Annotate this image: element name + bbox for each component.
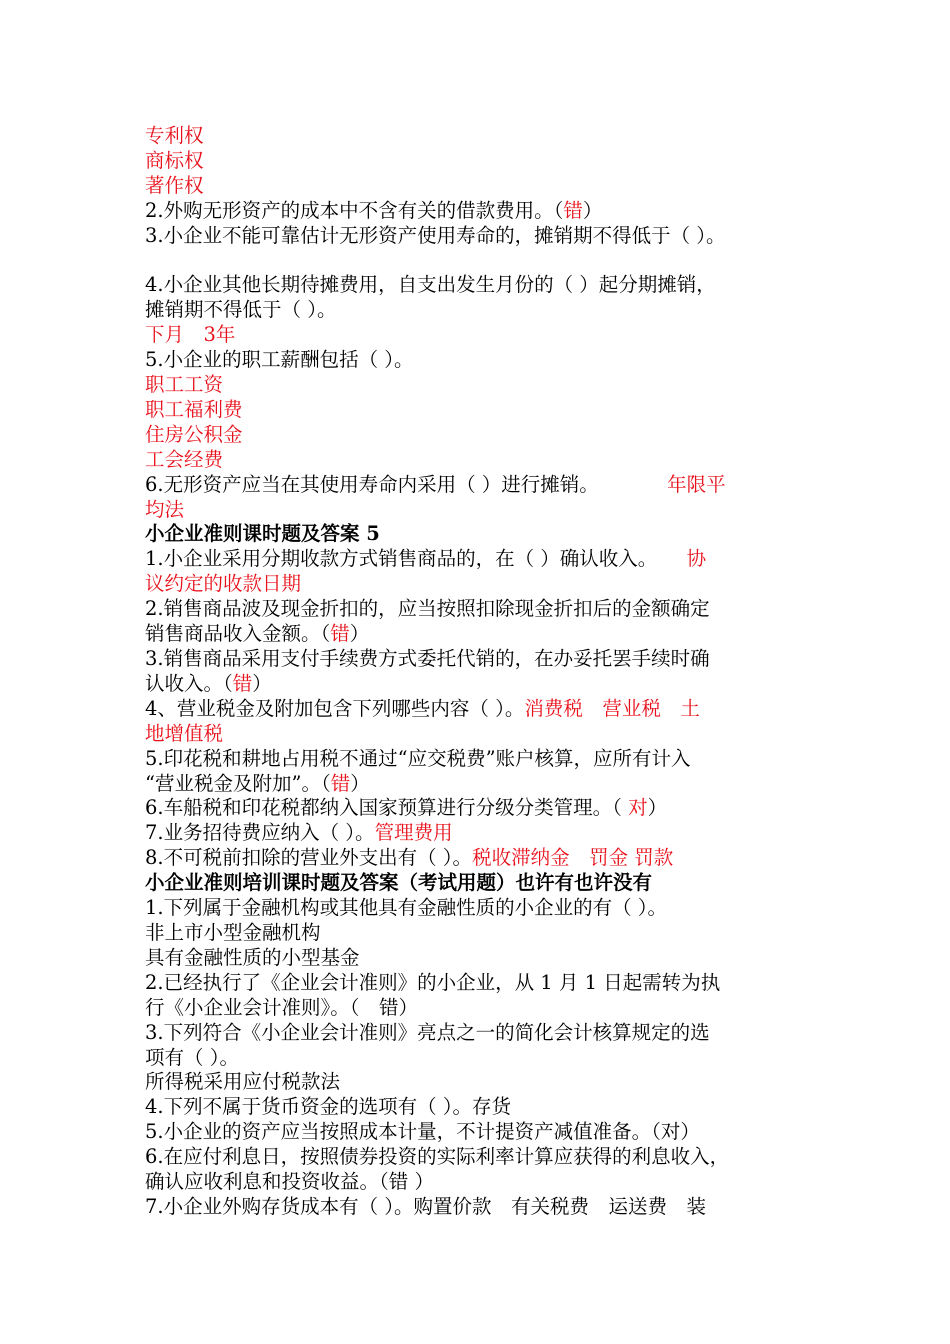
answer-text: 消费税 营业税 土 xyxy=(524,696,700,720)
answer-text: 错 xyxy=(232,671,253,695)
answer-line: 下月 3年 xyxy=(145,323,236,347)
question-line: 销售商品收入金额。（错） xyxy=(145,622,370,646)
answer-text: 管理费用 xyxy=(374,821,453,845)
blank-line xyxy=(145,249,810,274)
answer-line: 职工福利费 xyxy=(145,397,243,421)
question-line: 4、营业税金及附加包含下列哪些内容（ ）。消费税 营业税 土 xyxy=(145,696,700,720)
question-line: 3.销售商品采用支付手续费方式委托代销的，在办妥托罢手续时确 xyxy=(145,647,710,671)
question-line: 6.车船税和印花税都纳入国家预算进行分级分类管理。（ 对） xyxy=(145,796,668,820)
answer-line: 商标权 xyxy=(145,148,204,172)
answer-text: 错 xyxy=(330,771,351,795)
question-line: 行《小企业会计准则》。（ 错） xyxy=(145,995,419,1019)
question-line: 6.无形资产应当在其使用寿命内采用（ ）进行摊销。 年限平 xyxy=(145,472,726,496)
section-heading: 小企业准则课时题及答案 5 xyxy=(145,522,380,546)
answer-text: 错 xyxy=(563,198,583,222)
answer-text: 协 xyxy=(686,547,707,571)
answer-text: 错 xyxy=(330,622,350,646)
answer-text: 税收滞纳金 罚金 罚款 xyxy=(472,846,674,870)
answer-line: 所得税采用应付税款法 xyxy=(145,1070,341,1094)
question-line: 7.小企业外购存货成本有（ ）。购置价款 有关税费 运送费 装 xyxy=(145,1194,707,1218)
question-line: 6.在应付利息日，按照债券投资的实际利率计算应获得的利息收入， xyxy=(145,1145,730,1169)
question-line: 2.销售商品波及现金折扣的，应当按照扣除现金折扣后的金额确定 xyxy=(145,597,710,621)
answer-text: 对 xyxy=(628,796,648,820)
question-line: 2.外购无形资产的成本中不含有关的借款费用。（错） xyxy=(145,198,603,222)
answer-line: 工会经费 xyxy=(145,447,224,471)
question-line: 3.小企业不能可靠估计无形资产使用寿命的，摊销期不得低于（ ）。 xyxy=(145,223,726,247)
question-line: 7.业务招待费应纳入（ ）。管理费用 xyxy=(145,821,453,845)
answer-line: 均法 xyxy=(145,497,185,521)
answer-line: 著作权 xyxy=(145,173,204,197)
question-line: 确认应收利息和投资收益。（错 ） xyxy=(145,1170,434,1194)
question-line: “营业税金及附加”。（错） xyxy=(145,771,370,795)
question-line: 4.下列不属于货币资金的选项有（ ）。存货 xyxy=(145,1095,512,1119)
answer-text: 年限平 xyxy=(667,472,726,496)
answer-line: 议约定的收款日期 xyxy=(145,572,302,596)
answer-line: 专利权 xyxy=(145,124,204,147)
question-line: 5.印花税和耕地占用税不通过“应交税费”账户核算，应所有计入 xyxy=(145,746,691,770)
question-line: 1.下列属于金融机构或其他具有金融性质的小企业的有（ ）。 xyxy=(145,896,668,920)
answer-line: 地增值税 xyxy=(145,721,224,745)
question-line: 摊销期不得低于（ ）。 xyxy=(145,298,337,322)
question-line: 项有（ ）。 xyxy=(145,1045,239,1069)
answer-line: 具有金融性质的小型基金 xyxy=(145,945,360,969)
question-line: 1.小企业采用分期收款方式销售商品的，在（ ）确认收入。 协 xyxy=(145,547,707,571)
answer-line: 职工工资 xyxy=(145,373,224,397)
answer-line: 住房公积金 xyxy=(145,422,243,446)
question-line: 认收入。（错） xyxy=(145,671,272,695)
question-line: 2.已经执行了《企业会计准则》的小企业，从 1 月 1 日起需转为执 xyxy=(145,970,721,994)
question-line: 5.小企业的资产应当按照成本计量，不计提资产减值准备。（对） xyxy=(145,1120,700,1144)
question-line: 8.不可税前扣除的营业外支出有（ ）。税收滞纳金 罚金 罚款 xyxy=(145,846,674,870)
question-line: 3.下列符合《小企业会计准则》亮点之一的简化会计核算规定的选 xyxy=(145,1020,710,1044)
section-heading: 小企业准则培训课时题及答案（考试用题）也许有也许没有 xyxy=(145,871,653,895)
answer-line: 非上市小型金融机构 xyxy=(145,920,321,944)
question-line: 5.小企业的职工薪酬包括（ ）。 xyxy=(145,348,414,372)
question-line: 4.小企业其他长期待摊费用，自支出发生月份的（ ）起分期摊销， xyxy=(145,273,716,297)
document-page xyxy=(145,124,810,1220)
